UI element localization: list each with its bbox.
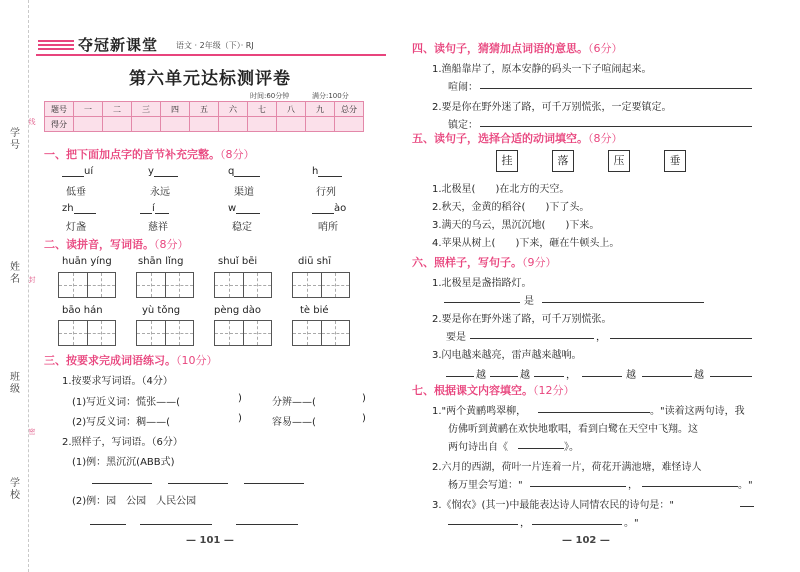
- answer-line[interactable]: [244, 483, 304, 484]
- pinyin-blank-2[interactable]: y: [148, 166, 178, 177]
- subject-info: 语文 · 2年级（下）· RJ: [176, 41, 254, 50]
- answer-line[interactable]: [448, 524, 518, 525]
- header-rule: [36, 54, 386, 56]
- pinyin-blank-4[interactable]: h: [312, 166, 342, 177]
- word-choice-box: 压: [608, 150, 630, 172]
- score-cell: 八: [277, 102, 306, 117]
- score-input[interactable]: [132, 117, 161, 132]
- answer-line[interactable]: [642, 486, 738, 487]
- page-number-left: — 101 —: [186, 535, 234, 546]
- name-label: 姓名: [10, 262, 20, 285]
- writing-grid[interactable]: [292, 320, 350, 346]
- question-5-1: 1.北极星( )在北方的天空。: [432, 184, 570, 195]
- question-7-1-start: 1."两个黄鹂鸣翠柳，: [432, 406, 527, 417]
- answer-line[interactable]: [444, 302, 520, 303]
- question-5-2: 2.秋天，金黄的稻谷( )下了头。: [432, 202, 590, 213]
- word-6: 慈祥: [148, 222, 168, 233]
- pinyin-label: huān yíng: [62, 256, 112, 267]
- exam-title: 第六单元达标测评卷: [129, 69, 291, 89]
- student-id-label: 学号: [10, 128, 20, 151]
- answer-line[interactable]: [490, 376, 518, 377]
- binding-mark-secret: 密: [28, 428, 36, 436]
- pinyin-blank-3[interactable]: q: [228, 166, 260, 177]
- yue-word: 越: [626, 370, 636, 381]
- pinyin-label: yù tǒng: [142, 305, 181, 316]
- pinyin-label: diū shī: [298, 256, 331, 267]
- comma: ，: [596, 332, 606, 343]
- section-1-title: 一、把下面加点字的音节补充完整。（8分）: [44, 148, 255, 161]
- section-2-title: 二、读拼音，写词语。（8分）: [44, 238, 189, 251]
- answer-line[interactable]: [582, 376, 622, 377]
- class-label: 班级: [10, 372, 20, 395]
- question-6-1: 1.北极星是盏指路灯。: [432, 278, 532, 289]
- pinyin-blank-5[interactable]: zh: [62, 203, 96, 214]
- answer-line[interactable]: [534, 376, 564, 377]
- answer-line[interactable]: [518, 448, 564, 449]
- score-table: [44, 101, 364, 132]
- comma: ，: [566, 370, 576, 381]
- section-7-title: 七、根据课文内容填空。（12分）: [412, 384, 575, 397]
- score-input[interactable]: [190, 117, 219, 132]
- score-cell: 七: [248, 102, 277, 117]
- paren-close: ): [362, 393, 366, 404]
- score-input[interactable]: [219, 117, 248, 132]
- score-table-score-row: [45, 117, 364, 132]
- exam-full-score: 满分:100分: [312, 92, 349, 100]
- question-5-4: 4.苹果从树上( )下来，砸在牛顿头上。: [432, 238, 620, 249]
- pinyin-label: shān lǐng: [138, 256, 184, 267]
- answer-line[interactable]: [168, 483, 228, 484]
- answer-line[interactable]: [480, 126, 752, 127]
- score-cell: 一: [74, 102, 103, 117]
- quote-end: 。": [738, 480, 753, 491]
- paren-close: ): [238, 413, 242, 424]
- answer-line[interactable]: [90, 524, 126, 525]
- yue-word: 越: [476, 370, 486, 381]
- writing-grid[interactable]: [136, 272, 194, 298]
- score-input[interactable]: [74, 117, 103, 132]
- question-7-1-source: 两句诗出自《: [448, 442, 508, 453]
- answer-line[interactable]: [642, 376, 692, 377]
- brand-stripes: [38, 40, 74, 50]
- answer-line[interactable]: [610, 338, 752, 339]
- pinyin-blank-7[interactable]: w: [228, 203, 260, 214]
- score-table-header-row: [45, 102, 364, 117]
- noisy-label: 喧闹：: [448, 82, 478, 93]
- yue-word: 越: [520, 370, 530, 381]
- yaoshi-word: 要是: [446, 332, 466, 343]
- score-input[interactable]: [103, 117, 132, 132]
- score-input[interactable]: [335, 117, 364, 132]
- answer-line[interactable]: [740, 506, 754, 507]
- school-label: 学校: [10, 478, 20, 501]
- pinyin-label: shuǐ bēi: [218, 256, 258, 267]
- pinyin-blank-6[interactable]: í: [140, 203, 169, 214]
- section-3-title: 三、按要求完成词语练习。（10分）: [44, 354, 218, 367]
- paren-close: ): [238, 393, 242, 404]
- synonym-prompt-2: 分辨——(: [272, 397, 316, 408]
- answer-line[interactable]: [480, 88, 752, 89]
- writing-grid[interactable]: [58, 272, 116, 298]
- writing-grid[interactable]: [214, 320, 272, 346]
- question-4-2: 2.要是你在野外迷了路，可千万别慌张，一定要镇定。: [432, 102, 672, 113]
- brand-logo: [38, 34, 168, 56]
- writing-grid[interactable]: [136, 320, 194, 346]
- quote-end: 。": [624, 518, 639, 529]
- score-input[interactable]: [306, 117, 335, 132]
- question-4-1: 1.渔船靠岸了，原本安静的码头一下子喧闹起来。: [432, 64, 652, 75]
- score-cell: 九: [306, 102, 335, 117]
- score-cell: 二: [103, 102, 132, 117]
- synonym-prompt: (1)写近义词：慌张——(: [72, 397, 181, 408]
- section-6-title: 六、照样子，写句子。（9分）: [412, 256, 557, 269]
- brand-name: 夺冠新课堂: [78, 36, 159, 54]
- example-park: (2)例：园 公园 人民公园: [72, 496, 197, 507]
- question-7-1-end: 》。: [564, 442, 579, 453]
- score-cell: 四: [161, 102, 190, 117]
- word-2: 永远: [150, 187, 170, 198]
- score-input[interactable]: [161, 117, 190, 132]
- score-label: 得分: [45, 117, 74, 132]
- question-7-2-cont: 杨万里会写道：": [448, 480, 523, 491]
- writing-grid[interactable]: [214, 272, 272, 298]
- answer-line[interactable]: [538, 412, 650, 413]
- pinyin-label: bāo hán: [62, 305, 103, 316]
- word-7: 稳定: [232, 222, 252, 233]
- exam-time: 时间:60分钟: [250, 92, 290, 100]
- pinyin-label: tè bié: [300, 305, 329, 316]
- word-choice-box: 垂: [664, 150, 686, 172]
- comma: ，: [628, 480, 638, 491]
- score-cell: 六: [219, 102, 248, 117]
- question-7-1-mid: 。"读着这两句诗，我: [650, 406, 745, 417]
- answer-line[interactable]: [470, 338, 594, 339]
- page-number-right: — 102 —: [562, 535, 610, 546]
- question-7-2: 2.六月的西湖，荷叶一片连着一片，荷花开满池塘，难怪诗人: [432, 462, 702, 473]
- answer-line[interactable]: [140, 524, 212, 525]
- question-6-2: 2.要是你在野外迷了路，可千万别慌张。: [432, 314, 612, 325]
- antonym-prompt-2: 容易——(: [272, 417, 316, 428]
- score-input[interactable]: [248, 117, 277, 132]
- question-7-3: 3.《悯农》(其一)中最能表达诗人同情农民的诗句是：": [432, 500, 674, 511]
- word-8: 哨所: [318, 222, 338, 233]
- answer-line[interactable]: [542, 302, 704, 303]
- answer-line[interactable]: [532, 524, 622, 525]
- paren-close: ): [362, 413, 366, 424]
- word-choice-box: 落: [552, 150, 574, 172]
- section-5-title: 五、读句子，选择合适的动词填空。（8分）: [412, 132, 623, 145]
- binding-mark-seal: 封: [28, 276, 36, 284]
- word-4: 行列: [316, 187, 336, 198]
- example-abb: (1)例：黑沉沉(ABB式): [72, 457, 175, 468]
- pinyin-blank-8[interactable]: ào: [312, 203, 346, 214]
- pinyin-label: pèng dào: [214, 305, 261, 316]
- answer-line[interactable]: [530, 486, 626, 487]
- question-3-1: 1.按要求写词语。（4分）: [62, 376, 173, 387]
- word-3: 渠道: [234, 187, 254, 198]
- word-choice-box: 挂: [496, 150, 518, 172]
- question-6-3: 3.闪电越来越亮，雷声越来越响。: [432, 350, 582, 361]
- calm-label: 镇定：: [448, 120, 478, 131]
- answer-line[interactable]: [236, 524, 298, 525]
- question-7-1-cont: 仿佛听到黄鹂在欢快地歌唱，看到白鹭在天空中飞翔。这: [448, 424, 698, 435]
- score-cell: 题号: [45, 102, 74, 117]
- writing-grid[interactable]: [292, 272, 350, 298]
- writing-grid[interactable]: [58, 320, 116, 346]
- answer-line[interactable]: [446, 376, 474, 377]
- word-1: 低垂: [66, 187, 86, 198]
- score-cell: 五: [190, 102, 219, 117]
- antonym-prompt: (2)写反义词：稠——(: [72, 417, 171, 428]
- score-cell: 总分: [335, 102, 364, 117]
- question-5-3: 3.满天的乌云，黑沉沉地( )下来。: [432, 220, 600, 231]
- word-5: 灯盏: [66, 222, 86, 233]
- question-3-2: 2.照样子，写词语。（6分）: [62, 437, 183, 448]
- score-cell: 三: [132, 102, 161, 117]
- answer-line[interactable]: [710, 376, 752, 377]
- pinyin-blank-1[interactable]: uí: [62, 166, 93, 177]
- binding-mark-line: 线: [28, 118, 36, 126]
- answer-line[interactable]: [92, 483, 152, 484]
- section-4-title: 四、读句子，猜猜加点词语的意思。（6分）: [412, 42, 623, 55]
- yue-word: 越: [694, 370, 704, 381]
- comma: ，: [520, 518, 530, 529]
- score-input[interactable]: [277, 117, 306, 132]
- shi-word: 是: [524, 296, 534, 307]
